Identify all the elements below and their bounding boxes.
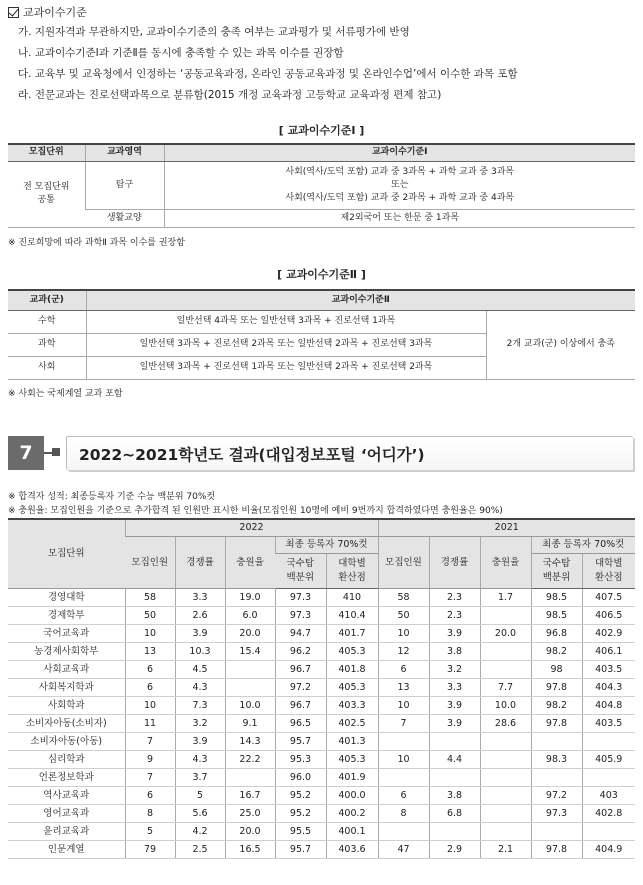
value-cell: 19.0 [225,588,275,606]
subject-cell: 과학 [8,333,86,356]
table-row [8,750,635,768]
value-cell [480,786,531,804]
value-cell: 4.2 [175,822,225,840]
column-header: 충원율 [480,536,531,588]
value-cell: 401.9 [326,768,378,786]
value-cell: 16.7 [225,786,275,804]
value-cell: 98.2 [531,642,582,660]
value-cell: 14.3 [225,732,275,750]
value-cell [480,606,531,624]
unit-cell: 역사교육과 [8,786,125,804]
value-cell [480,804,531,822]
table-row [8,642,635,660]
table-row [8,588,635,606]
value-cell: 28.6 [480,714,531,732]
value-cell [429,768,480,786]
value-cell [480,768,531,786]
value-cell: 10.0 [480,696,531,714]
value-cell: 20.0 [480,624,531,642]
unit-cell: 국어교육과 [8,624,125,642]
results-note: ※ 충원율: 모집인원을 기준으로 추가합격 된 인원만 표시한 비율(모집인원 10명에 예비 9번까지 합격하였다면 충원율은 90%) [8,506,503,516]
table-header: 교과(군) [8,290,86,310]
subject-cell: 수학 [8,310,86,333]
value-cell: 402.5 [326,714,378,732]
unit-header: 모집단위 [8,519,125,588]
column-header: 경쟁률 [175,536,225,588]
section-title: 2022~2021학년도 결과(대입정보포털 ‘어디가’) [66,436,633,470]
value-cell: 96.5 [275,714,326,732]
value-cell: 2.5 [175,840,225,858]
column-header: 모집인원 [125,536,175,588]
value-cell: 98.3 [531,750,582,768]
table-row [8,804,635,822]
value-cell: 6 [125,660,175,678]
value-cell: 401.7 [326,624,378,642]
table-row [8,840,635,858]
unit-cell: 경제학부 [8,606,125,624]
value-cell: 7 [378,714,429,732]
value-cell: 95.7 [275,840,326,858]
unit-cell: 경영대학 [8,588,125,606]
value-cell: 50 [378,606,429,624]
sub-header: 대학별 환산점 [582,553,635,588]
value-cell: 405.9 [582,750,635,768]
value-cell: 402.9 [582,624,635,642]
value-cell: 403.5 [582,660,635,678]
value-cell: 3.3 [175,588,225,606]
value-cell: 9.1 [225,714,275,732]
sub-header: 국수탐 백분위 [531,553,582,588]
value-cell: 404.3 [582,678,635,696]
value-cell: 94.7 [275,624,326,642]
value-cell: 405.3 [326,750,378,768]
section-header [8,436,635,472]
value-cell: 25.0 [225,804,275,822]
value-cell: 97.2 [531,786,582,804]
rule-line: 사회(역사/도덕 포함) 교과 중 2과목 + 과학 교과 중 4과목 [285,192,515,203]
value-cell: 5.6 [175,804,225,822]
value-cell: 2.6 [175,606,225,624]
value-cell: 404.9 [582,840,635,858]
value-cell: 403.6 [326,840,378,858]
value-cell [429,822,480,840]
value-cell: 96.8 [531,624,582,642]
value-cell [531,822,582,840]
value-cell: 10 [378,696,429,714]
table-header: 교과영역 [85,144,164,161]
value-cell: 401.8 [326,660,378,678]
value-cell: 410.4 [326,606,378,624]
rule-cell: 일반선택 3과목 + 진로선택 1과목 또는 일반선택 2과목 + 진로선택 2과목 [86,356,486,379]
results-table [8,518,635,859]
value-cell: 3.3 [429,678,480,696]
value-cell: 95.3 [275,750,326,768]
value-cell: 22.2 [225,750,275,768]
table-row [8,786,635,804]
value-cell [582,732,635,750]
value-cell: 3.8 [429,642,480,660]
unit-cell: 소비자아동(소비자) [8,714,125,732]
table-header: 교과이수기준Ⅰ [164,144,635,161]
value-cell: 97.3 [275,606,326,624]
value-cell: 13 [378,678,429,696]
value-cell: 96.2 [275,642,326,660]
value-cell: 3.9 [175,624,225,642]
value-cell: 7 [125,768,175,786]
unit-cell: 사회복지학과 [8,678,125,696]
value-cell: 4.5 [175,660,225,678]
value-cell: 406.5 [582,606,635,624]
value-cell: 2.9 [429,840,480,858]
value-cell: 8 [378,804,429,822]
unit-cell: 언론정보학과 [8,768,125,786]
value-cell [225,768,275,786]
value-cell: 7.7 [480,678,531,696]
value-cell [480,750,531,768]
value-cell: 95.7 [275,732,326,750]
value-cell: 2.3 [429,588,480,606]
unit-cell: 영어교육과 [8,804,125,822]
table-row [8,624,635,642]
value-cell: 10 [378,750,429,768]
value-cell: 96.7 [275,660,326,678]
rule-line: 또는 [391,179,409,190]
value-cell [378,822,429,840]
value-cell: 58 [125,588,175,606]
value-cell: 97.8 [531,678,582,696]
criteria-bullet: 나. 교과이수기준Ⅰ과 기준Ⅱ를 동시에 충족할 수 있는 과목 이수를 권장함 [18,47,344,59]
value-cell: 406.1 [582,642,635,660]
area-cell: 생활교양 [85,209,164,227]
value-cell: 95.2 [275,804,326,822]
value-cell: 47 [378,840,429,858]
criteria-table-2 [8,289,635,380]
value-cell: 6 [378,786,429,804]
value-cell: 400.0 [326,786,378,804]
value-cell: 98.5 [531,606,582,624]
table-row [8,732,635,750]
year-header: 2022 [125,519,378,536]
rule-cell [164,161,635,209]
value-cell: 3.9 [429,714,480,732]
value-cell: 8 [125,804,175,822]
value-cell: 97.3 [275,588,326,606]
value-cell [582,768,635,786]
value-cell: 6 [378,660,429,678]
table1-note: ※ 진로희망에 따라 과학Ⅱ 과목 이수를 권장함 [8,238,185,248]
value-cell [225,660,275,678]
value-cell: 7 [125,732,175,750]
table-row [8,822,635,840]
value-cell: 95.2 [275,786,326,804]
merged-note-cell: 2개 교과(군) 이상에서 충족 [486,310,635,379]
criteria-bullet: 라. 전문교과는 진로선택과목으로 분류함(2015 개정 교육과정 고등학교 교육과정 편제 참고) [18,89,442,101]
value-cell [378,768,429,786]
value-cell: 4.4 [429,750,480,768]
value-cell: 3.9 [429,696,480,714]
area-cell: 탐구 [85,161,164,209]
value-cell: 96.0 [275,768,326,786]
value-cell [531,732,582,750]
value-cell: 98.5 [531,588,582,606]
value-cell: 10.0 [225,696,275,714]
table-row [8,678,635,696]
value-cell [480,732,531,750]
value-cell [582,822,635,840]
value-cell: 20.0 [225,624,275,642]
unit-cell: 윤리교육과 [8,822,125,840]
criteria-bullet: 다. 교육부 및 교육청에서 인정하는 ‘공동교육과정, 온라인 공동교육과정 및 온라인수업’에서 이수한 과목 포함 [18,68,518,80]
criteria-title: 교과이수기준 [23,6,87,19]
value-cell: 4.3 [175,678,225,696]
value-cell: 5 [125,822,175,840]
section-bullet-icon [52,448,60,456]
value-cell: 400.2 [326,804,378,822]
rule-line: 사회(역사/도덕 포함) 교과 중 3과목 + 과학 교과 중 3과목 [285,166,515,177]
value-cell: 10 [378,624,429,642]
results-body [8,588,635,858]
value-cell: 3.9 [429,624,480,642]
criteria-header [8,4,87,20]
value-cell: 12 [378,642,429,660]
unit-cell: 전 모집단위 공통 [8,161,85,227]
rule-cell: 제2외국어 또는 한문 중 1과목 [164,209,635,227]
value-cell: 95.5 [275,822,326,840]
rule-cell: 일반선택 4과목 또는 일반선택 3과목 + 진로선택 1과목 [86,310,486,333]
value-cell: 405.3 [326,678,378,696]
value-cell: 407.5 [582,588,635,606]
value-cell: 401.3 [326,732,378,750]
value-cell: 98 [531,660,582,678]
value-cell [480,642,531,660]
sub-header: 국수탐 백분위 [275,553,326,588]
table-header: 모집단위 [8,144,85,161]
value-cell: 1.7 [480,588,531,606]
value-cell [429,732,480,750]
value-cell: 58 [378,588,429,606]
value-cell: 2.1 [480,840,531,858]
value-cell: 4.3 [175,750,225,768]
value-cell: 3.7 [175,768,225,786]
value-cell: 403.5 [582,714,635,732]
value-cell [531,768,582,786]
table-row [8,714,635,732]
table-header: 교과이수기준Ⅱ [86,290,635,310]
value-cell: 403.3 [326,696,378,714]
value-cell: 410 [326,588,378,606]
unit-cell: 사회교육과 [8,660,125,678]
results-note: ※ 합격자 성적: 최종등록자 기준 수능 백분위 70%컷 [8,492,216,502]
value-cell: 3.9 [175,732,225,750]
column-header: 경쟁률 [429,536,480,588]
value-cell: 6 [125,786,175,804]
value-cell: 10.3 [175,642,225,660]
table-row [8,696,635,714]
unit-cell: 사회학과 [8,696,125,714]
value-cell: 97.8 [531,840,582,858]
value-cell: 10 [125,624,175,642]
criteria-bullet: 가. 지원자격과 무관하지만, 교과이수기준의 충족 여부는 교과평가 및 서류평가에 반영 [18,26,410,38]
value-cell: 50 [125,606,175,624]
group-header: 최종 등록자 70%컷 [275,536,378,553]
value-cell: 97.8 [531,714,582,732]
value-cell [225,678,275,696]
value-cell [480,822,531,840]
rule-cell: 일반선택 3과목 + 진로선택 2과목 또는 일반선택 2과목 + 진로선택 3과목 [86,333,486,356]
value-cell: 400.1 [326,822,378,840]
table-row [8,768,635,786]
group-header: 최종 등록자 70%컷 [531,536,635,553]
value-cell: 7.3 [175,696,225,714]
value-cell: 96.7 [275,696,326,714]
table-row [8,660,635,678]
table1-title: [ 교과이수기준Ⅰ ] [278,124,365,137]
value-cell: 20.0 [225,822,275,840]
value-cell: 3.2 [429,660,480,678]
sub-header: 대학별 환산점 [326,553,378,588]
value-cell: 405.3 [326,642,378,660]
year-header: 2021 [378,519,635,536]
value-cell: 404.8 [582,696,635,714]
value-cell [378,732,429,750]
column-header: 충원율 [225,536,275,588]
section-number: 7 [8,436,44,470]
value-cell: 403 [582,786,635,804]
unit-cell: 인문계열 [8,840,125,858]
table2-title: [ 교과이수기준Ⅱ ] [277,268,366,281]
column-header: 모집인원 [378,536,429,588]
value-cell: 6.8 [429,804,480,822]
value-cell: 3.8 [429,786,480,804]
value-cell: 3.2 [175,714,225,732]
value-cell: 6.0 [225,606,275,624]
value-cell: 13 [125,642,175,660]
value-cell: 15.4 [225,642,275,660]
value-cell: 402.8 [582,804,635,822]
unit-cell: 소비자아동(아동) [8,732,125,750]
value-cell: 79 [125,840,175,858]
table2-note: ※ 사회는 국제계열 교과 포함 [8,389,123,399]
table-row [8,606,635,624]
value-cell [480,660,531,678]
criteria-table-1 [8,143,635,228]
unit-cell: 심리학과 [8,750,125,768]
value-cell: 9 [125,750,175,768]
value-cell: 11 [125,714,175,732]
value-cell: 97.2 [275,678,326,696]
checkbox-icon [8,7,19,18]
unit-cell: 농경제사회학부 [8,642,125,660]
value-cell: 2.3 [429,606,480,624]
value-cell: 10 [125,696,175,714]
value-cell: 97.3 [531,804,582,822]
value-cell: 98.2 [531,696,582,714]
value-cell: 6 [125,678,175,696]
subject-cell: 사회 [8,356,86,379]
value-cell: 5 [175,786,225,804]
value-cell: 16.5 [225,840,275,858]
